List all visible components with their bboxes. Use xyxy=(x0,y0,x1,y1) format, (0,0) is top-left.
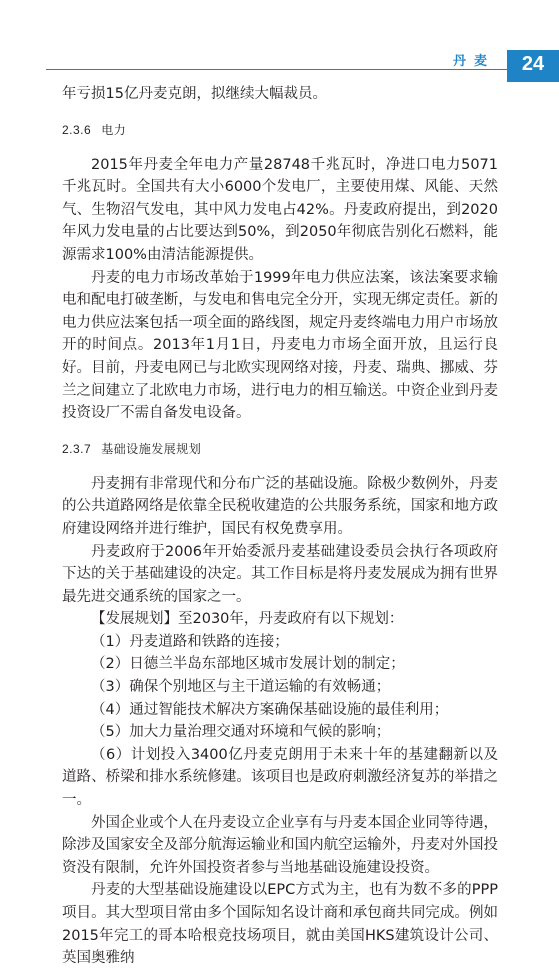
page-header xyxy=(0,50,559,82)
plan-list-item: （5）加大力量治理交通对环境和气候的影响； xyxy=(91,724,391,741)
plan-list-item: （4）通过智能技术解决方案确保基础设施的最佳利用； xyxy=(91,701,449,718)
header-rule xyxy=(46,69,507,70)
section-number: 2.3.7 xyxy=(62,441,92,456)
plan-list-item: （2）日德兰半岛东部地区城市发展计划的制定； xyxy=(91,656,405,673)
paragraph-epc-projects: 丹麦的大型基础设施建设以EPC方式为主，也有为数不多的PPP项目。其大型项目常由多个国际知名设计商和承包商共同完成。例如2015年完工的哥本哈根竞技场项目，就由美国HKS建筑设计公司、英国奥雅纳 xyxy=(62,882,498,967)
plan-list-item: （6）计划投入3400亿丹麦克朗用于未来十年的基建翻新以及道路、桥梁和排水系统修建。该项目也是政府刺激经济复苏的举措之一。 xyxy=(62,746,498,809)
paragraph-plan-intro: 【发展规划】至2030年，丹麦政府有以下规划： xyxy=(91,611,404,628)
header-country-name: 丹麦 xyxy=(452,54,495,69)
page-number: 24 xyxy=(521,53,545,75)
paragraph-power-market: 丹麦的电力市场改革始于1999年电力供应法案，该法案要求输电和配电打破垄断，与发电和售电完全分开，实现无绑定责任。新的电力供应法案包括一项全面的路线图，规定丹麦终端电力用户市场放开的时间点。2013年1月1日，丹麦电力市场全面开放，且运行良好。目前，丹麦电网已与北欧实现网络对接，丹麦、瑞典、挪威、芬兰之间建立了北欧电力市场，进行电力的相互输送。中资企业到丹麦投资设厂不需自备发电设备。 xyxy=(62,269,498,422)
plan-list-item: （1）丹麦道路和铁路的连接； xyxy=(91,633,289,650)
page-content xyxy=(62,83,498,970)
section-title: 基础设施发展规划 xyxy=(101,441,202,456)
paragraph-power-output: 2015年丹麦全年电力产量28748千兆瓦时，净进口电力5071千兆瓦时。全国共有大小6000个发电厂，主要使用煤、风能、天然气、生物沼气发电，其中风力发电占42%。丹麦政府提出，到2020年风力发电量的占比要达到50%，到2050年彻底告别化石燃料，能源需求100%由清洁能源提供。 xyxy=(62,156,498,263)
paragraph-infrastructure-overview: 丹麦拥有非常现代和分布广泛的基础设施。除极少数例外，丹麦的公共道路网络是依靠全民税收建造的公共服务系统，国家和地方政府建设网络并进行维护，国民有权免费享用。 xyxy=(62,475,498,537)
paragraph-foreign-investment: 外国企业或个人在丹麦设立企业享有与丹麦本国企业同等待遇，除涉及国家安全及部分航海运输业和国内航空运输外，丹麦对外国投资没有限制，允许外国投资者参与当地基础设施建设投资。 xyxy=(62,814,498,876)
plan-list-item: （3）确保个别地区与主干道运输的有效畅通； xyxy=(91,679,391,696)
section-number: 2.3.6 xyxy=(62,122,92,137)
paragraph-infrastructure-committee: 丹麦政府于2006年开始委派丹麦基础建设委员会执行各项政府下达的关于基础建设的决定。其工作目标是将丹麦发展成为拥有世界最先进交通系统的国家之一。 xyxy=(62,543,498,605)
paragraph-intro-tail: 年亏损15亿丹麦克朗，拟继续大幅裁员。 xyxy=(62,86,327,102)
section-heading-power xyxy=(62,106,498,154)
section-heading-infrastructure xyxy=(62,425,498,473)
section-title: 电力 xyxy=(101,122,127,137)
